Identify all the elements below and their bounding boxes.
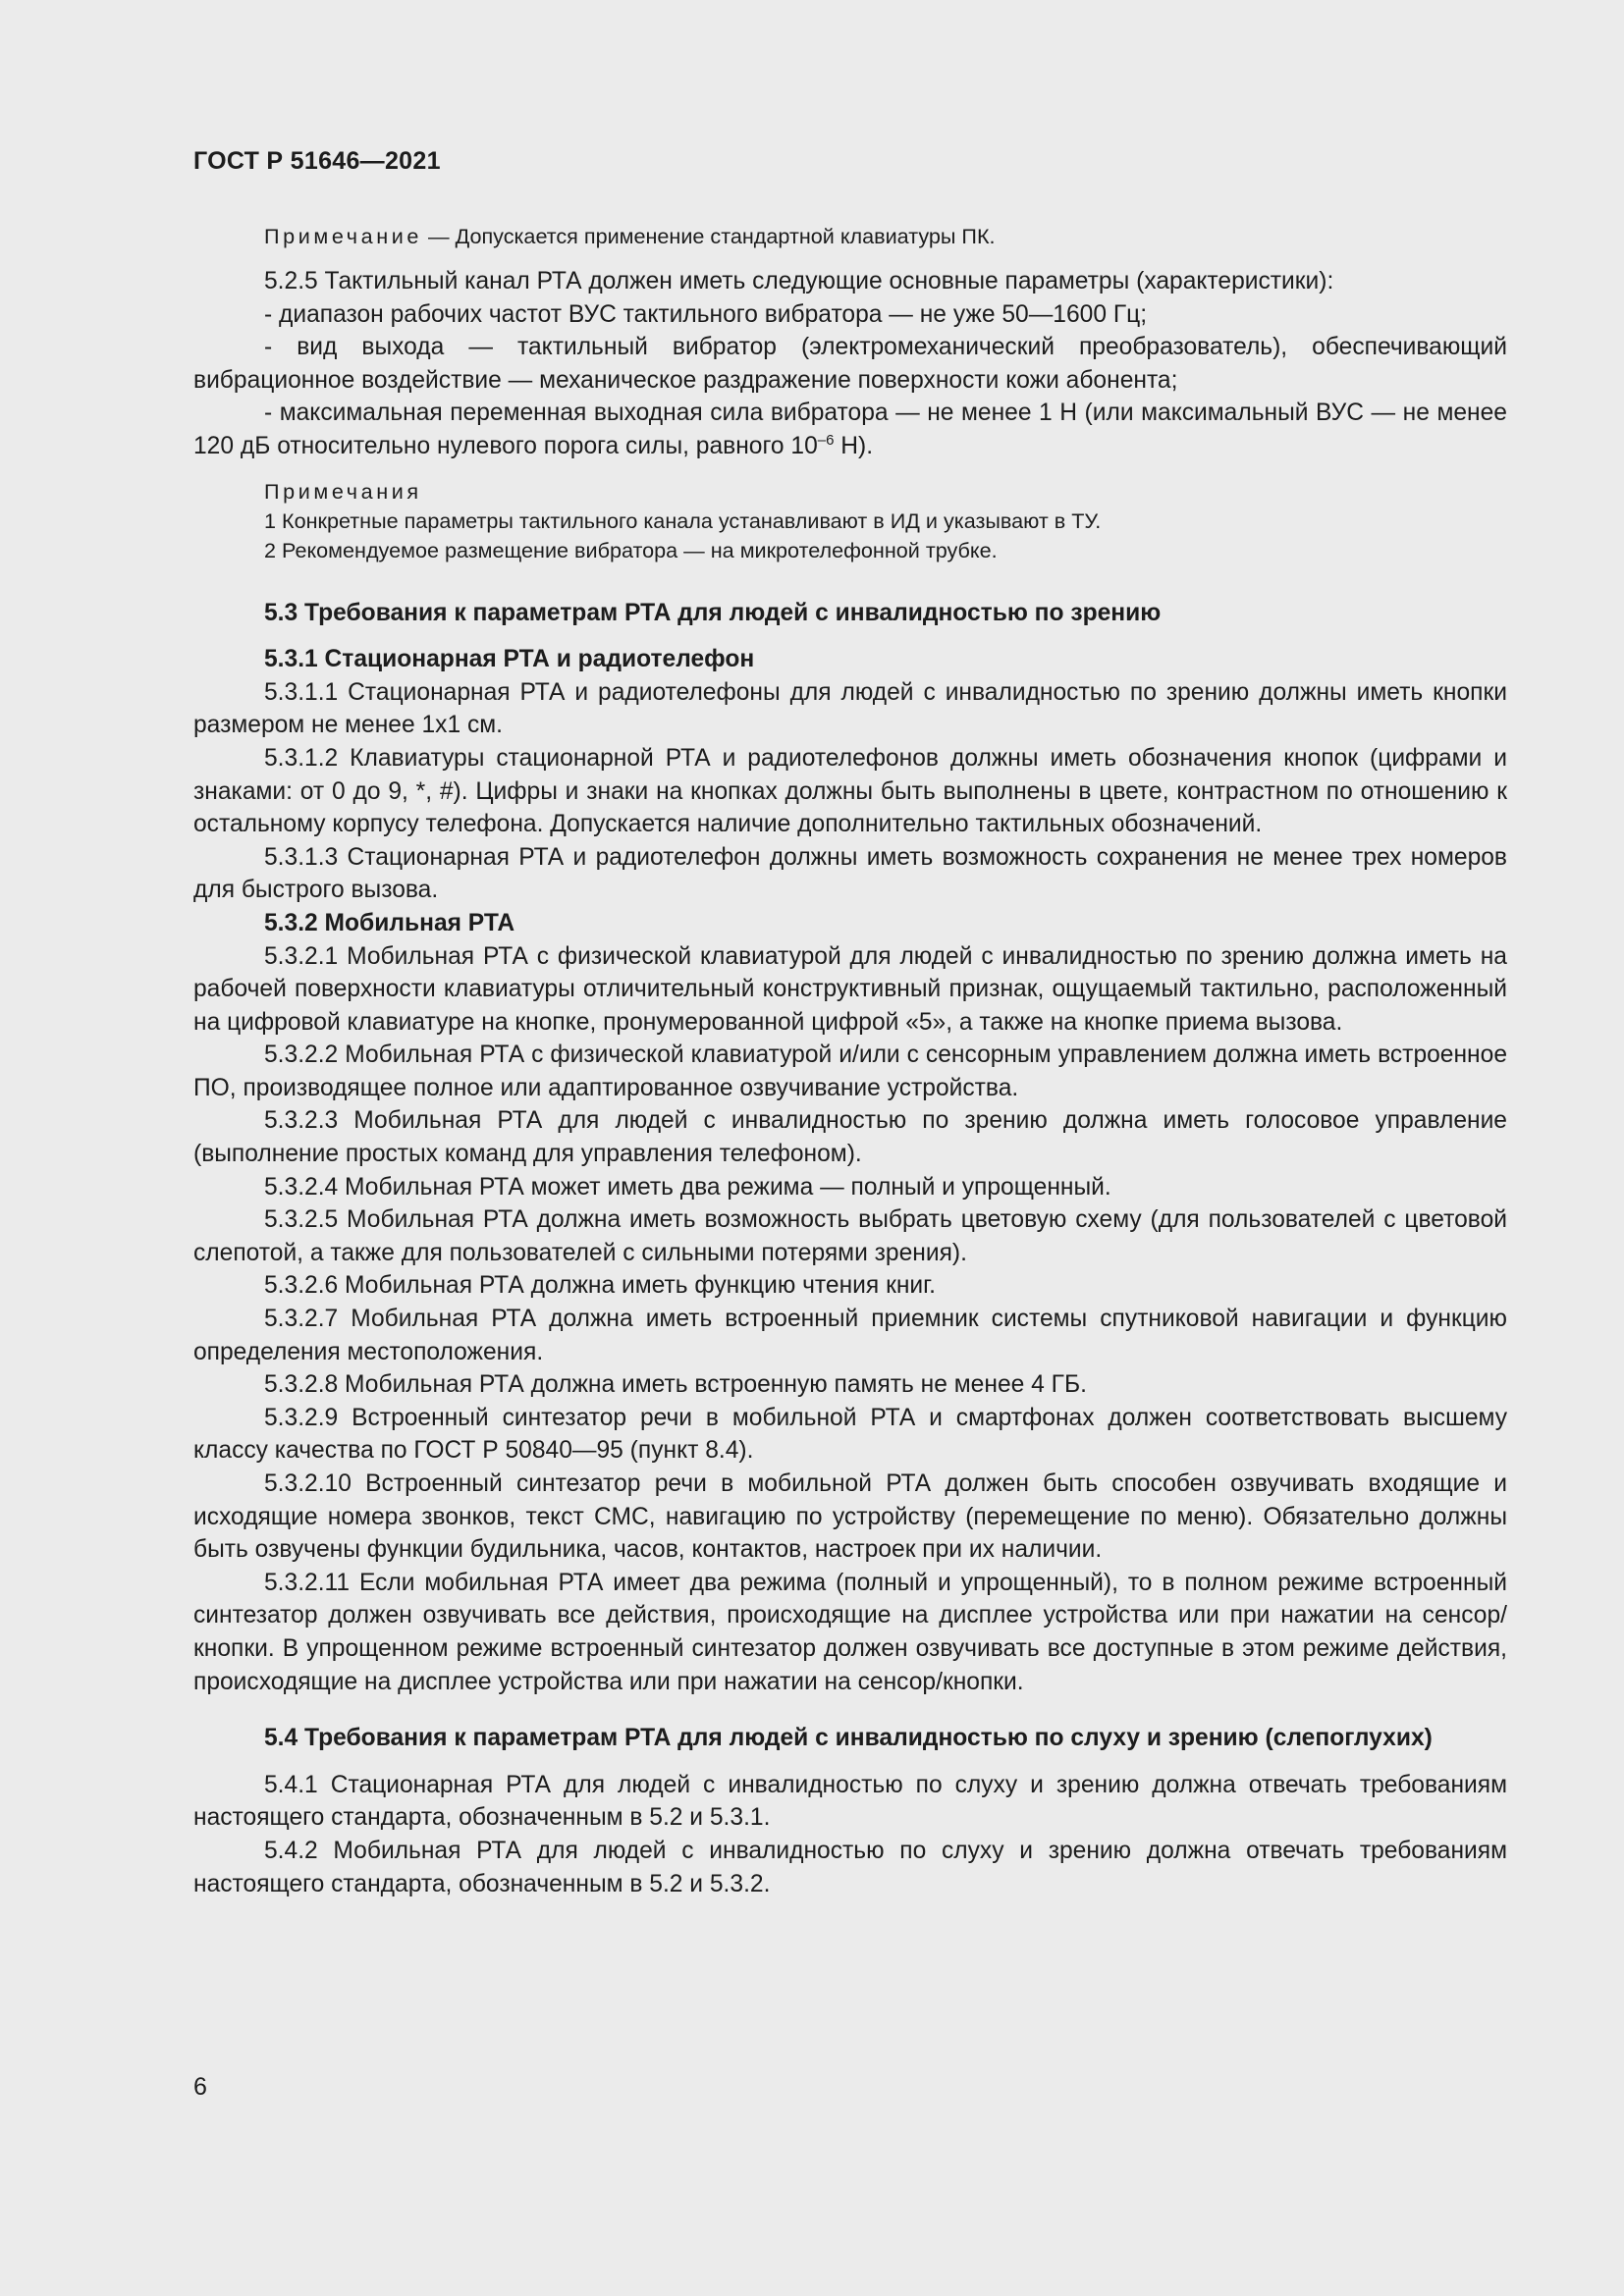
exponent: –6 xyxy=(817,431,835,449)
clause-5-3-1-3: 5.3.1.3 Стационарная РТА и радиотелефон должны иметь возможность сохранения не менее трех номеров для быстрого вызова. xyxy=(193,843,1507,904)
clause-5-2-5-item-3 xyxy=(193,397,1507,462)
clause-5-3-2-2: 5.3.2.2 Мобильная РТА с физической клавиатурой и/или с сенсорным управлением должна иметь встроенное ПО, производящее полное или адаптированное озвучивание устройства. xyxy=(193,1041,1507,1101)
clause-5-3-2-8: 5.3.2.8 Мобильная РТА должна иметь встроенную память не менее 4 ГБ. xyxy=(264,1371,1087,1399)
note-text: Допускается применение стандартной клавиатуры ПК. xyxy=(455,224,996,248)
clause-5-2-5-item-2: - вид выхода — тактильный вибратор (электромеханический преобразователь), обеспечивающий вибрационное воздействие — механическое раздражение поверхности кожи абонента; xyxy=(193,334,1507,394)
clause-5-3-2-4: 5.3.2.4 Мобильная РТА может иметь два режима — полный и упрощенный. xyxy=(264,1173,1111,1201)
clause-5-3-2-3: 5.3.2.3 Мобильная РТА для людей с инвалидностью по зрению должна иметь голосовое управление (выполнение простых команд для управления телефоном). xyxy=(193,1107,1507,1168)
section-title-5-4: 5.4 Требования к параметрам РТА для людей с инвалидностью по слуху и зрению (слепоглухих) xyxy=(264,1725,1433,1752)
clause-5-3-2-11: 5.3.2.11 Если мобильная РТА имеет два режима (полный и упрощенный), то в полном режиме встроенный синтезатор должен озвучивать все действия, происходящие на дисплее устройства или при нажатии на сенсор/кнопки. В упрощенном режиме встроенный синтезатор должен озвучивать все доступные в этом режиме действия, происходящие на дисплее устройства или при нажатии на сенсор/кнопки. xyxy=(193,1569,1507,1695)
note-dash: — xyxy=(422,224,456,248)
clause-5-2-5-item-3-end: Н). xyxy=(834,432,874,459)
note-item-1: 1 Конкретные параметры тактильного канала устанавливают в ИД и указывают в ТУ. xyxy=(264,507,1102,533)
clause-5-2-5-item-1: - диапазон рабочих частот ВУС тактильного вибратора — не уже 50—1600 Гц; xyxy=(264,300,1148,328)
clause-5-2-5: 5.2.5 Тактильный канал РТА должен иметь следующие основные параметры (характеристики): xyxy=(264,268,1334,294)
clause-5-3-1-2: 5.3.1.2 Клавиатуры стационарной РТА и радиотелефонов должны иметь обозначения кнопок (цифрами и знаками: от 0 до 9, *, #). Цифры и знаки на кнопках должны быть выполнены в цвете, контрастном по отношению к остальному корпусу телефона. Допускается наличие дополнительно тактильных обозначений. xyxy=(193,744,1507,838)
clause-5-4-1: 5.4.1 Стационарная РТА для людей с инвалидностью по слуху и зрению должна отвечать требованиям настоящего стандарта, обозначенным в 5.2 и 5.3.1. xyxy=(193,1771,1507,1832)
note-item-2: 2 Рекомендуемое размещение вибратора — на микротелефонной трубке. xyxy=(264,537,998,562)
clause-5-3-2-7: 5.3.2.7 Мобильная РТА должна иметь встроенный приемник системы спутниковой навигации и функцию определения местоположения. xyxy=(193,1306,1507,1365)
clause-5-3-2-6: 5.3.2.6 Мобильная РТА должна иметь функцию чтения книг. xyxy=(264,1272,936,1300)
document-body xyxy=(193,222,1507,1900)
note-label: Примечание xyxy=(264,224,422,248)
page-number: 6 xyxy=(193,2073,207,2101)
clause-5-2-5-item-3-text: - максимальная переменная выходная сила вибратора — не менее 1 Н (или максимальный ВУС — не менее 120 дБ относительно нулевого порога силы, равного 10 xyxy=(193,400,1507,459)
clause-5-3-2-1: 5.3.2.1 Мобильная РТА с физической клавиатурой для людей с инвалидностью по зрению должна иметь на рабочей поверхности клавиатуры отличительный конструктивный признак, ощущаемый тактильно, расположенный на цифровой клавиатуре на кнопке, пронумерованной цифрой «5», а также на кнопке приема вызова. xyxy=(193,942,1507,1036)
clause-5-3-2-5: 5.3.2.5 Мобильная РТА должна иметь возможность выбрать цветовую схему (для пользователей с цветовой слепотой, а также для пользователей с сильными потерями зрения). xyxy=(193,1206,1507,1266)
clause-5-3-2-9: 5.3.2.9 Встроенный синтезатор речи в мобильной РТА и смартфонах должен соответствовать высшему классу качества по ГОСТ Р 50840—95 (пункт 8.4). xyxy=(193,1404,1507,1465)
clause-5-3-2-10: 5.3.2.10 Встроенный синтезатор речи в мобильной РТА должен быть способен озвучивать входящие и исходящие номера звонков, текст СМС, навигацию по устройству (перемещение по меню). Обязательно должны быть озвучены функции будильника, часов, контактов, настроек при их наличии. xyxy=(193,1470,1507,1564)
subsection-title-5-3-2: 5.3.2 Мобильная РТА xyxy=(264,909,515,936)
section-title-5-3: 5.3 Требования к параметрам РТА для людей с инвалидностью по зрению xyxy=(264,599,1162,626)
document-header: ГОСТ Р 51646—2021 xyxy=(193,147,441,175)
clause-5-4-2: 5.4.2 Мобильная РТА для людей с инвалидностью по слуху и зрению должна отвечать требованиям настоящего стандарта, обозначенным в 5.2 и 5.3.2. xyxy=(193,1837,1507,1897)
notes-label: Примечания xyxy=(264,478,422,504)
clause-5-3-1-1: 5.3.1.1 Стационарная РТА и радиотелефоны для людей с инвалидностью по зрению должны иметь кнопки размером не менее 1х1 см. xyxy=(193,678,1507,739)
note xyxy=(193,222,1507,251)
subsection-title-5-3-1: 5.3.1 Стационарная РТА и радиотелефон xyxy=(264,646,755,673)
